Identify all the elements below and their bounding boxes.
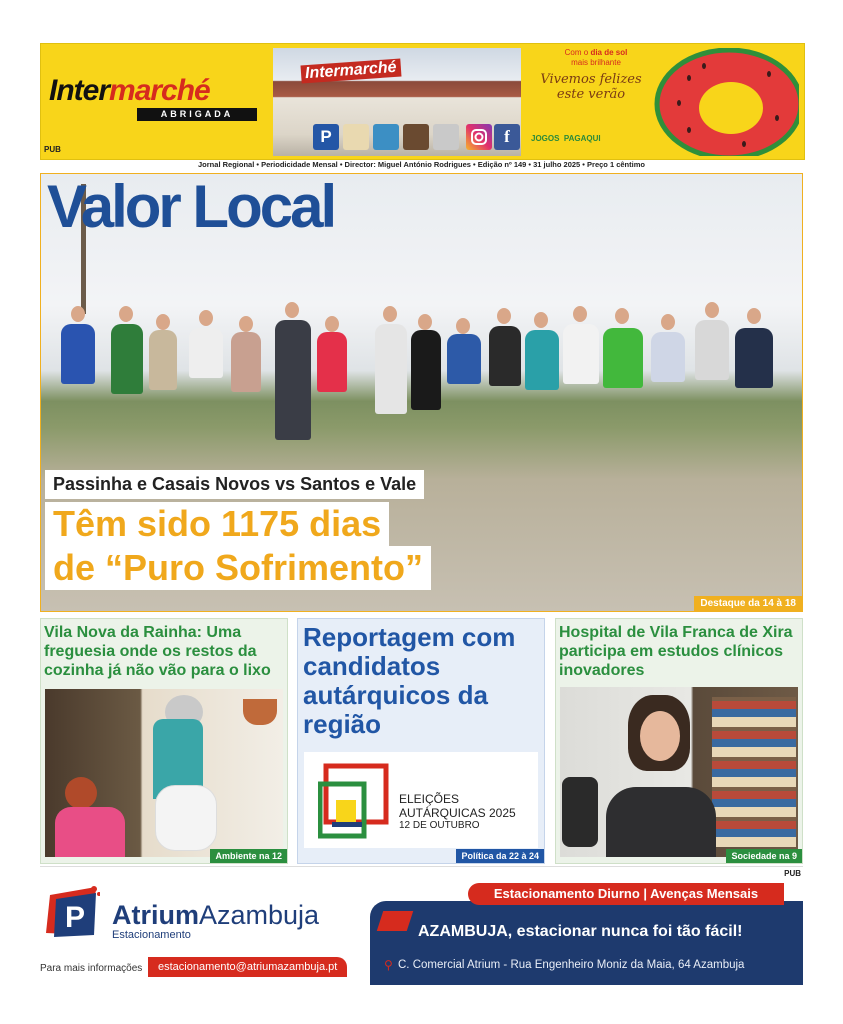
parking-logo-icon — [46, 885, 100, 939]
masthead-info: Jornal Regional • Periodicidade Mensal • Director: Miguel António Rodrigues • Edição nº 149 • 31 julho 2025 • Preço 1 cêntimo — [198, 160, 645, 169]
email-link[interactable]: estacionamento@atriumazambuja.pt — [148, 957, 347, 977]
slogan-large: Vivemos felizes este verão — [540, 72, 642, 102]
story-headline[interactable]: Reportagem com candidatos autárquicos da região — [303, 622, 516, 739]
atrium-brand: AtriumAzambuja — [112, 900, 320, 930]
store-photo — [273, 48, 521, 156]
newspaper-title: Valor Local — [47, 173, 335, 240]
hero-section[interactable] — [40, 173, 803, 612]
elections-logo-text: ELEIÇÕES AUTÁRQUICAS 2025 — [399, 792, 516, 820]
intermarche-logo: Intermarché — [49, 74, 210, 107]
hero-headline-line-2[interactable]: de “Puro Sofrimento” — [45, 546, 431, 590]
story-headline[interactable]: Vila Nova da Rainha: Uma freguesia onde os restos da cozinha já não vão para o lixo — [44, 624, 271, 679]
ad-slogan: AZAMBUJA, estacionar nunca foi tão fácil! — [418, 923, 743, 940]
parking-icon: P — [313, 124, 339, 150]
pub-label: PUB — [784, 869, 801, 878]
instagram-icon[interactable] — [466, 124, 492, 150]
story-card-ambiente[interactable] — [40, 618, 288, 864]
elections-logo-icon — [318, 760, 390, 840]
hero-section-tag: Destaque da 14 à 18 — [694, 596, 802, 611]
ad-address: C. Comercial Atrium - Rua Engenheiro Moniz da Maia, 64 Azambuja — [398, 959, 745, 971]
facebook-icon[interactable]: f — [494, 124, 520, 150]
store-sign: Intermarché — [300, 59, 401, 84]
atrium-subtitle: Estacionamento — [112, 929, 191, 941]
info-label: Para mais informações — [40, 963, 143, 974]
story-card-politica[interactable] — [297, 618, 545, 864]
ad-banner: Estacionamento Diurno | Avenças Mensais — [468, 883, 784, 905]
elections-date: 12 DE OUTUBRO — [399, 820, 480, 831]
bakery-icon — [343, 124, 369, 150]
partner-logos: JOGOS PAGAQUI — [531, 134, 601, 143]
story-section-tag: Sociedade na 9 — [726, 849, 802, 863]
elections-logo-box — [304, 752, 538, 848]
top-advertisement[interactable] — [40, 43, 805, 160]
fish-icon — [373, 124, 399, 150]
coffee-icon — [403, 124, 429, 150]
slogan-small: Com o dia de sol mais brilhante — [564, 48, 628, 67]
bottom-advertisement[interactable] — [40, 866, 803, 985]
story-photo — [560, 687, 798, 857]
group-photo — [55, 294, 800, 494]
pub-label: PUB — [44, 145, 61, 154]
story-section-tag: Política da 22 à 24 — [456, 849, 544, 863]
services-icon — [433, 124, 459, 150]
hero-kicker: Passinha e Casais Novos vs Santos e Vale — [45, 470, 424, 499]
story-card-sociedade[interactable] — [555, 618, 803, 864]
ad-navy-panel — [370, 901, 803, 985]
svg-text:P: P — [64, 901, 86, 934]
intermarche-store-name: ABRIGADA — [137, 108, 257, 121]
pagaqui-logo: PAGAQUI — [563, 134, 601, 143]
hero-headline-line-1[interactable]: Têm sido 1175 dias — [45, 502, 389, 546]
story-headline[interactable]: Hospital de Vila Franca de Xira participa em estudos clínicos inovadores — [559, 624, 793, 679]
story-section-tag: Ambiente na 12 — [210, 849, 287, 863]
location-pin-icon: ⚲ — [384, 958, 393, 972]
watermelon-float-icon — [649, 48, 799, 156]
story-photo — [45, 689, 283, 857]
